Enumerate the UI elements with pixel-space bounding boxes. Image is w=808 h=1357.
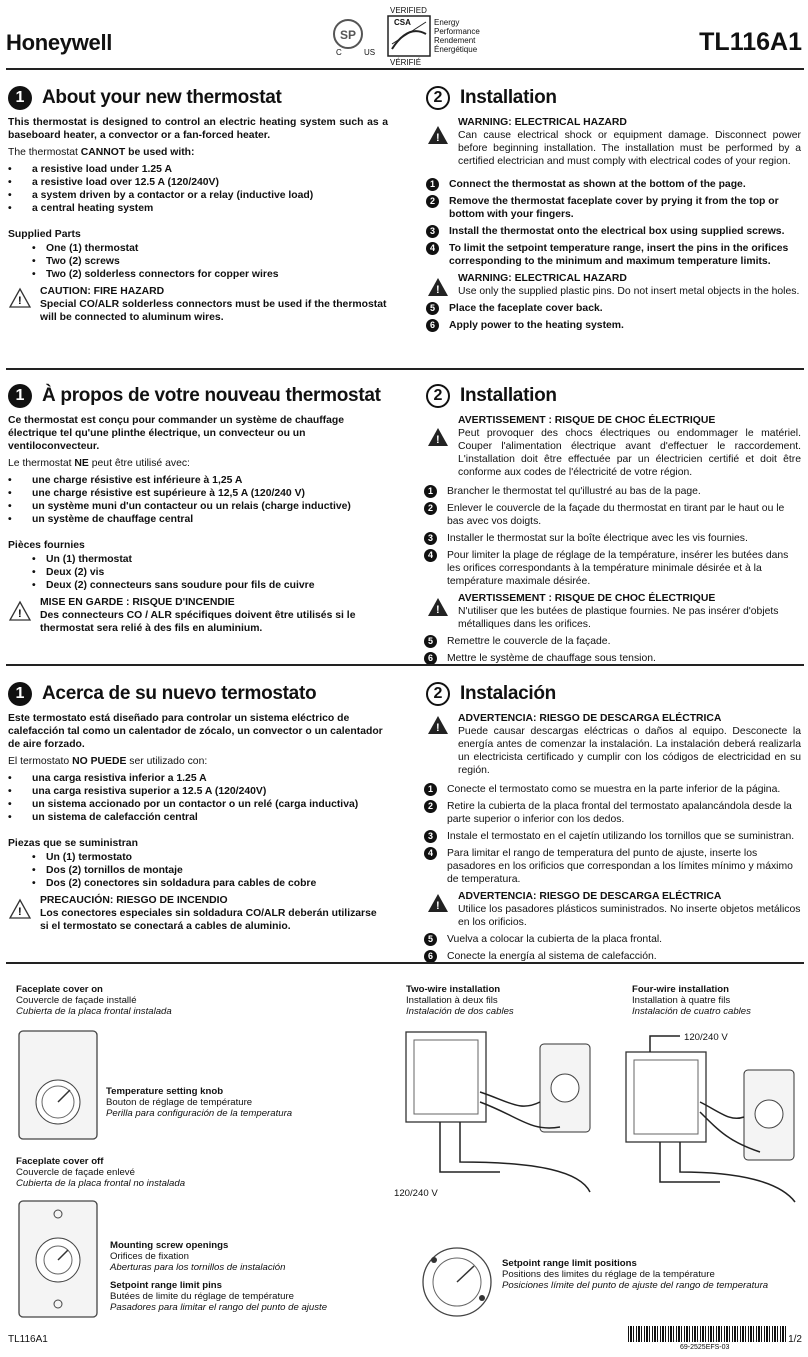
caution-text: Des connecteurs CO / ALR spécifiques doivent être utilisés si le thermostat sera relié à des fils en aluminium. [40,610,356,634]
warning-title: ADVERTENCIA: RIESGO DE DESCARGA ELÉCTRICA [458,891,722,902]
cannot-post: peut être utilisé avec: [88,458,190,469]
caution-icon [8,898,32,920]
parts-list [32,553,388,592]
caution-title: PRECAUCIÓN: RIESGO DE INCENDIO [40,895,228,906]
thermostat-cover-off-illustration [18,1200,98,1318]
parts-title: Supplied Parts [8,229,81,240]
voltage-label: 120/240 V [394,1188,438,1199]
step-list [424,783,801,886]
step-item: 4 To limit the setpoint temperature range, insert the pins in the orifices corresponding to the minimum and maximum temperature limits. [426,242,801,268]
step-item: 6 Mettre le système de chauffage sous tension. [424,652,801,665]
caution-text: Special CO/ALR solderless connectors must be used if the thermostat will be connected to aluminum wires. [40,299,387,323]
list-item: • a system driven by a contactor or a relay (inductive load) [8,189,388,202]
section-title: Installation [460,385,557,406]
cert-line: Rendement [434,36,476,45]
cert-verified: VERIFIED [390,6,427,15]
es-install-section [426,682,801,967]
step-item: 1 Connect the thermostat as shown at the bottom of the page. [426,178,801,191]
warning-text: N'utiliser que les butées de plastique fournies. Ne pas insérer d'objets métalliques dans les orifices. [458,606,779,630]
list-item: • a resistive load over 12.5 A (120/240V) [8,176,388,189]
cert-line: Énergétique [434,45,478,54]
warning-icon [426,596,450,618]
list-item: • un système muni d'un contacteur ou un relais (charge inductive) [8,500,388,513]
list-item: • una carga resistiva inferior a 1.25 A [8,772,388,785]
four-wire-caption: Four-wire installation Installation à quatre fils Instalación de cuatro cables [632,984,751,1017]
section-title: À propos de votre nouveau thermostat [42,385,381,406]
cert-c: C [336,48,342,57]
step-item: 3 Instale el termostato en el cajetín utilizando los tornillos que se suministran. [424,830,801,843]
warning-title: AVERTISSEMENT : RISQUE DE CHOC ÉLECTRIQUE [458,415,716,426]
list-item: • un sistema accionado por un contactor o un relé (carga inductiva) [8,798,388,811]
cover-on-caption: Faceplate cover on Couvercle de façade installé Cubierta de la placa frontal instalada [16,984,172,1017]
en-install-section [426,86,801,336]
step-item: 1 Conecte el termostato como se muestra en la parte inferior de la página. [424,783,801,796]
list-item: • One (1) thermostat [32,242,388,255]
divider [6,68,804,70]
model-number: TL116A1 [699,28,802,56]
list-item: • una carga resistiva superior a 12.5 A (120/240V) [8,785,388,798]
warning-box [426,116,801,168]
section-title: Installation [460,87,557,108]
section-title: About your new thermostat [42,87,282,108]
step-item: 3 Install the thermostat onto the electrical box using supplied screws. [426,225,801,238]
cannot-word: CANNOT [80,147,126,158]
warning-box [426,272,801,298]
footer-model: TL116A1 [8,1334,48,1345]
step-item: 4 Para limitar el rango de temperatura del punto de ajuste, inserte los pasadores en los orificios que correspondan a los límites mínimo y máximo de temperatura. [424,847,801,886]
cannot-post: ser utilizado con: [126,756,208,767]
list-item: • une charge résistive est supérieure à 12,5 A (120/240 V) [8,487,388,500]
svg-text:!: ! [436,434,440,446]
step-list [426,302,801,332]
step-item: 5 Place the faceplate cover back. [426,302,801,315]
list-item: • un système de chauffage central [8,513,388,526]
brand-logo: Honeywell [6,30,113,55]
caution-title: MISE EN GARDE : RISQUE D'INCENDIE [40,597,235,608]
certification-marks [330,4,490,67]
svg-text:SP: SP [340,28,357,42]
knob-caption: Temperature setting knob Bouton de réglage de température Perilla para configuración de la temperatura [106,1086,293,1119]
svg-text:!: ! [18,295,22,307]
warning-text: Peut provoquer des chocs électriques ou endommager le matériel. Couper l'alimentation électrique avant d'effectuer le raccordement. L'installation doit être effectuée par un électricien certifié et doit être conforme aux codes de l'électricité de votre région. [458,428,801,478]
barcode-number: 69-2525EFS-03 [680,1344,730,1351]
caution-title: CAUTION: FIRE HAZARD [40,286,165,297]
svg-text:!: ! [436,604,440,616]
parts-title: Pièces fournies [8,540,85,551]
barcode [628,1326,786,1342]
section-number-1: 1 [8,384,32,408]
intro-text: Ce thermostat est conçu pour commander un système de chauffage électrique tel qu'une plinthe électrique, un convecteur ou un ventiloconvecteur. [8,415,345,452]
parts-list [32,851,388,890]
warning-title: ADVERTENCIA: RIESGO DE DESCARGA ELÉCTRICA [458,713,722,724]
list-item: • Dos (2) conectores sin soldadura para cables de cobre [32,877,388,890]
cert-us: US [364,48,376,57]
list-item: • Un (1) termostato [32,851,388,864]
cannot-word: NE [74,458,89,469]
svg-text:!: ! [436,900,440,912]
cannot-pre: El termostato [8,756,73,767]
list-item: • Two (2) solderless connectors for copper wires [32,268,388,281]
cert-verifie: VÉRIFIÉ [390,58,422,67]
step-item: 2 Enlever le couvercle de la façade du thermostat en tirant par le haut ou le bas avec vos doigts. [424,502,801,528]
cannot-pre: Le thermostat [8,458,75,469]
screw-caption: Mounting screw openings Orifices de fixation Aberturas para los tornillos de instalación [110,1240,286,1273]
cover-off-caption: Faceplate cover off Couvercle de façade enlevé Cubierta de la placa frontal no instalada [16,1156,186,1189]
warning-icon [426,426,450,448]
fr-about-section [8,384,388,639]
parts-list [32,242,388,281]
warning-icon [426,124,450,146]
range-caption: Setpoint range limit positions Positions des limites du réglage de la température Posiciones límite del punto de ajuste del rango de temperatura [502,1258,769,1291]
es-about-section [8,682,388,937]
warning-box [426,890,801,929]
parts-title: Piezas que se suministran [8,838,138,849]
section-number-2: 2 [426,384,450,408]
cannot-post: be used with: [125,147,195,158]
two-wire-caption: Two-wire installation Installation à deux fils Instalación de dos cables [406,984,514,1017]
svg-text:!: ! [436,284,440,296]
list-item: • a resistive load under 1.25 A [8,163,388,176]
svg-text:!: ! [18,608,22,620]
restriction-list [8,163,388,215]
voltage-label: 120/240 V [684,1032,728,1043]
warning-text: Can cause electrical shock or equipment damage. Disconnect power before beginning installation. The installation must be performed by a certified electrician and must comply with electrical codes of your region. [458,130,801,167]
intro-text: This thermostat is designed to control an electric heating system such as a baseboard heater, a convector or a fan-forced heater. [8,117,388,141]
cert-line: Energy [434,18,460,27]
section-number-1: 1 [8,682,32,706]
setpoint-range-illustration [412,1240,502,1320]
warning-title: WARNING: ELECTRICAL HAZARD [458,117,627,128]
warning-title: WARNING: ELECTRICAL HAZARD [458,273,627,284]
four-wire-diagram [620,1022,804,1222]
divider [6,368,804,370]
fr-install-section [426,384,801,669]
list-item: • Deux (2) connecteurs sans soudure pour fils de cuivre [32,579,388,592]
step-item: 4 Pour limiter la plage de réglage de la température, insérer les butées dans les orifices correspondants à la température minimale désirée et à la température maximale désirée. [424,549,801,588]
svg-text:!: ! [436,132,440,144]
step-item: 2 Remove the thermostat faceplate cover by prying it from the top or bottom with your fingers. [426,195,801,221]
svg-text:!: ! [18,906,22,918]
cannot-pre: The thermostat [8,147,81,158]
list-item: • Two (2) screws [32,255,388,268]
list-item: • Deux (2) vis [32,566,388,579]
section-number-2: 2 [426,86,450,110]
warning-icon [426,714,450,736]
section-title: Acerca de su nuevo termostato [42,683,317,704]
warning-box [426,712,801,777]
step-item: 6 Apply power to the heating system. [426,319,801,332]
warning-box [426,414,801,479]
cannot-word: NO PUEDE [72,756,127,767]
page-number: 1/2 [788,1334,802,1345]
en-about-section [8,86,388,328]
warning-icon [426,276,450,298]
step-list [424,635,801,665]
restriction-list [8,474,388,526]
step-item: 3 Installer le thermostat sur la boîte électrique avec les vis fournies. [424,532,801,545]
list-item: • a central heating system [8,202,388,215]
caution-box [8,285,388,324]
restriction-list [8,772,388,824]
svg-text:!: ! [436,722,440,734]
cert-csa: CSA [394,18,411,27]
list-item: • une charge résistive est inférieure à 1,25 A [8,474,388,487]
thermostat-cover-on-illustration [18,1030,98,1140]
list-item: • Dos (2) tornillos de montaje [32,864,388,877]
warning-icon [426,892,450,914]
intro-text: Este termostato está diseñado para controlar un sistema eléctrico de calefacción tal como un calentador de zócalo, un convector o un calentador de aire forzado. [8,713,383,750]
step-list [424,933,801,963]
caution-box [8,894,388,933]
step-item: 5 Vuelva a colocar la cubierta de la placa frontal. [424,933,801,946]
caution-text: Los conectores especiales sin soldadura CO/ALR deberán utilizarse si el termostato se conectará a cables de aluminio. [40,908,377,932]
section-number-1: 1 [8,86,32,110]
step-list [426,178,801,268]
divider [6,664,804,666]
step-item: 6 Conecte la energía al sistema de calefacción. [424,950,801,963]
section-title: Instalación [460,683,556,704]
warning-text: Utilice los pasadores plásticos suministrados. No inserte objetos metálicos en los orificios. [458,904,801,928]
warning-box [426,592,801,631]
warning-title: AVERTISSEMENT : RISQUE DE CHOC ÉLECTRIQUE [458,593,716,604]
step-item: 2 Retire la cubierta de la placa frontal del termostato apalancándola desde la parte superior o inferior con los dedos. [424,800,801,826]
divider [6,962,804,964]
warning-text: Use only the supplied plastic pins. Do not insert metal objects in the holes. [458,286,800,297]
caution-icon [8,287,32,309]
warning-text: Puede causar descargas eléctricas o daños al equipo. Desconecte la energía antes de comenzar la instalación. La instalación deberá realizarla un electricista certificado y cumplir con los códigos de electricidad en su región. [458,726,801,776]
caution-icon [8,600,32,622]
caution-box [8,596,388,635]
step-item: 1 Brancher le thermostat tel qu'illustré au bas de la page. [424,485,801,498]
cert-line: Performance [434,27,480,36]
pins-caption: Setpoint range limit pins Butées de limite du réglage de température Pasadores para limitar el rango del punto de ajuste [110,1280,328,1313]
list-item: • un sistema de calefacción central [8,811,388,824]
step-list [424,485,801,588]
step-item: 5 Remettre le couvercle de la façade. [424,635,801,648]
section-number-2: 2 [426,682,450,706]
list-item: • Un (1) thermostat [32,553,388,566]
